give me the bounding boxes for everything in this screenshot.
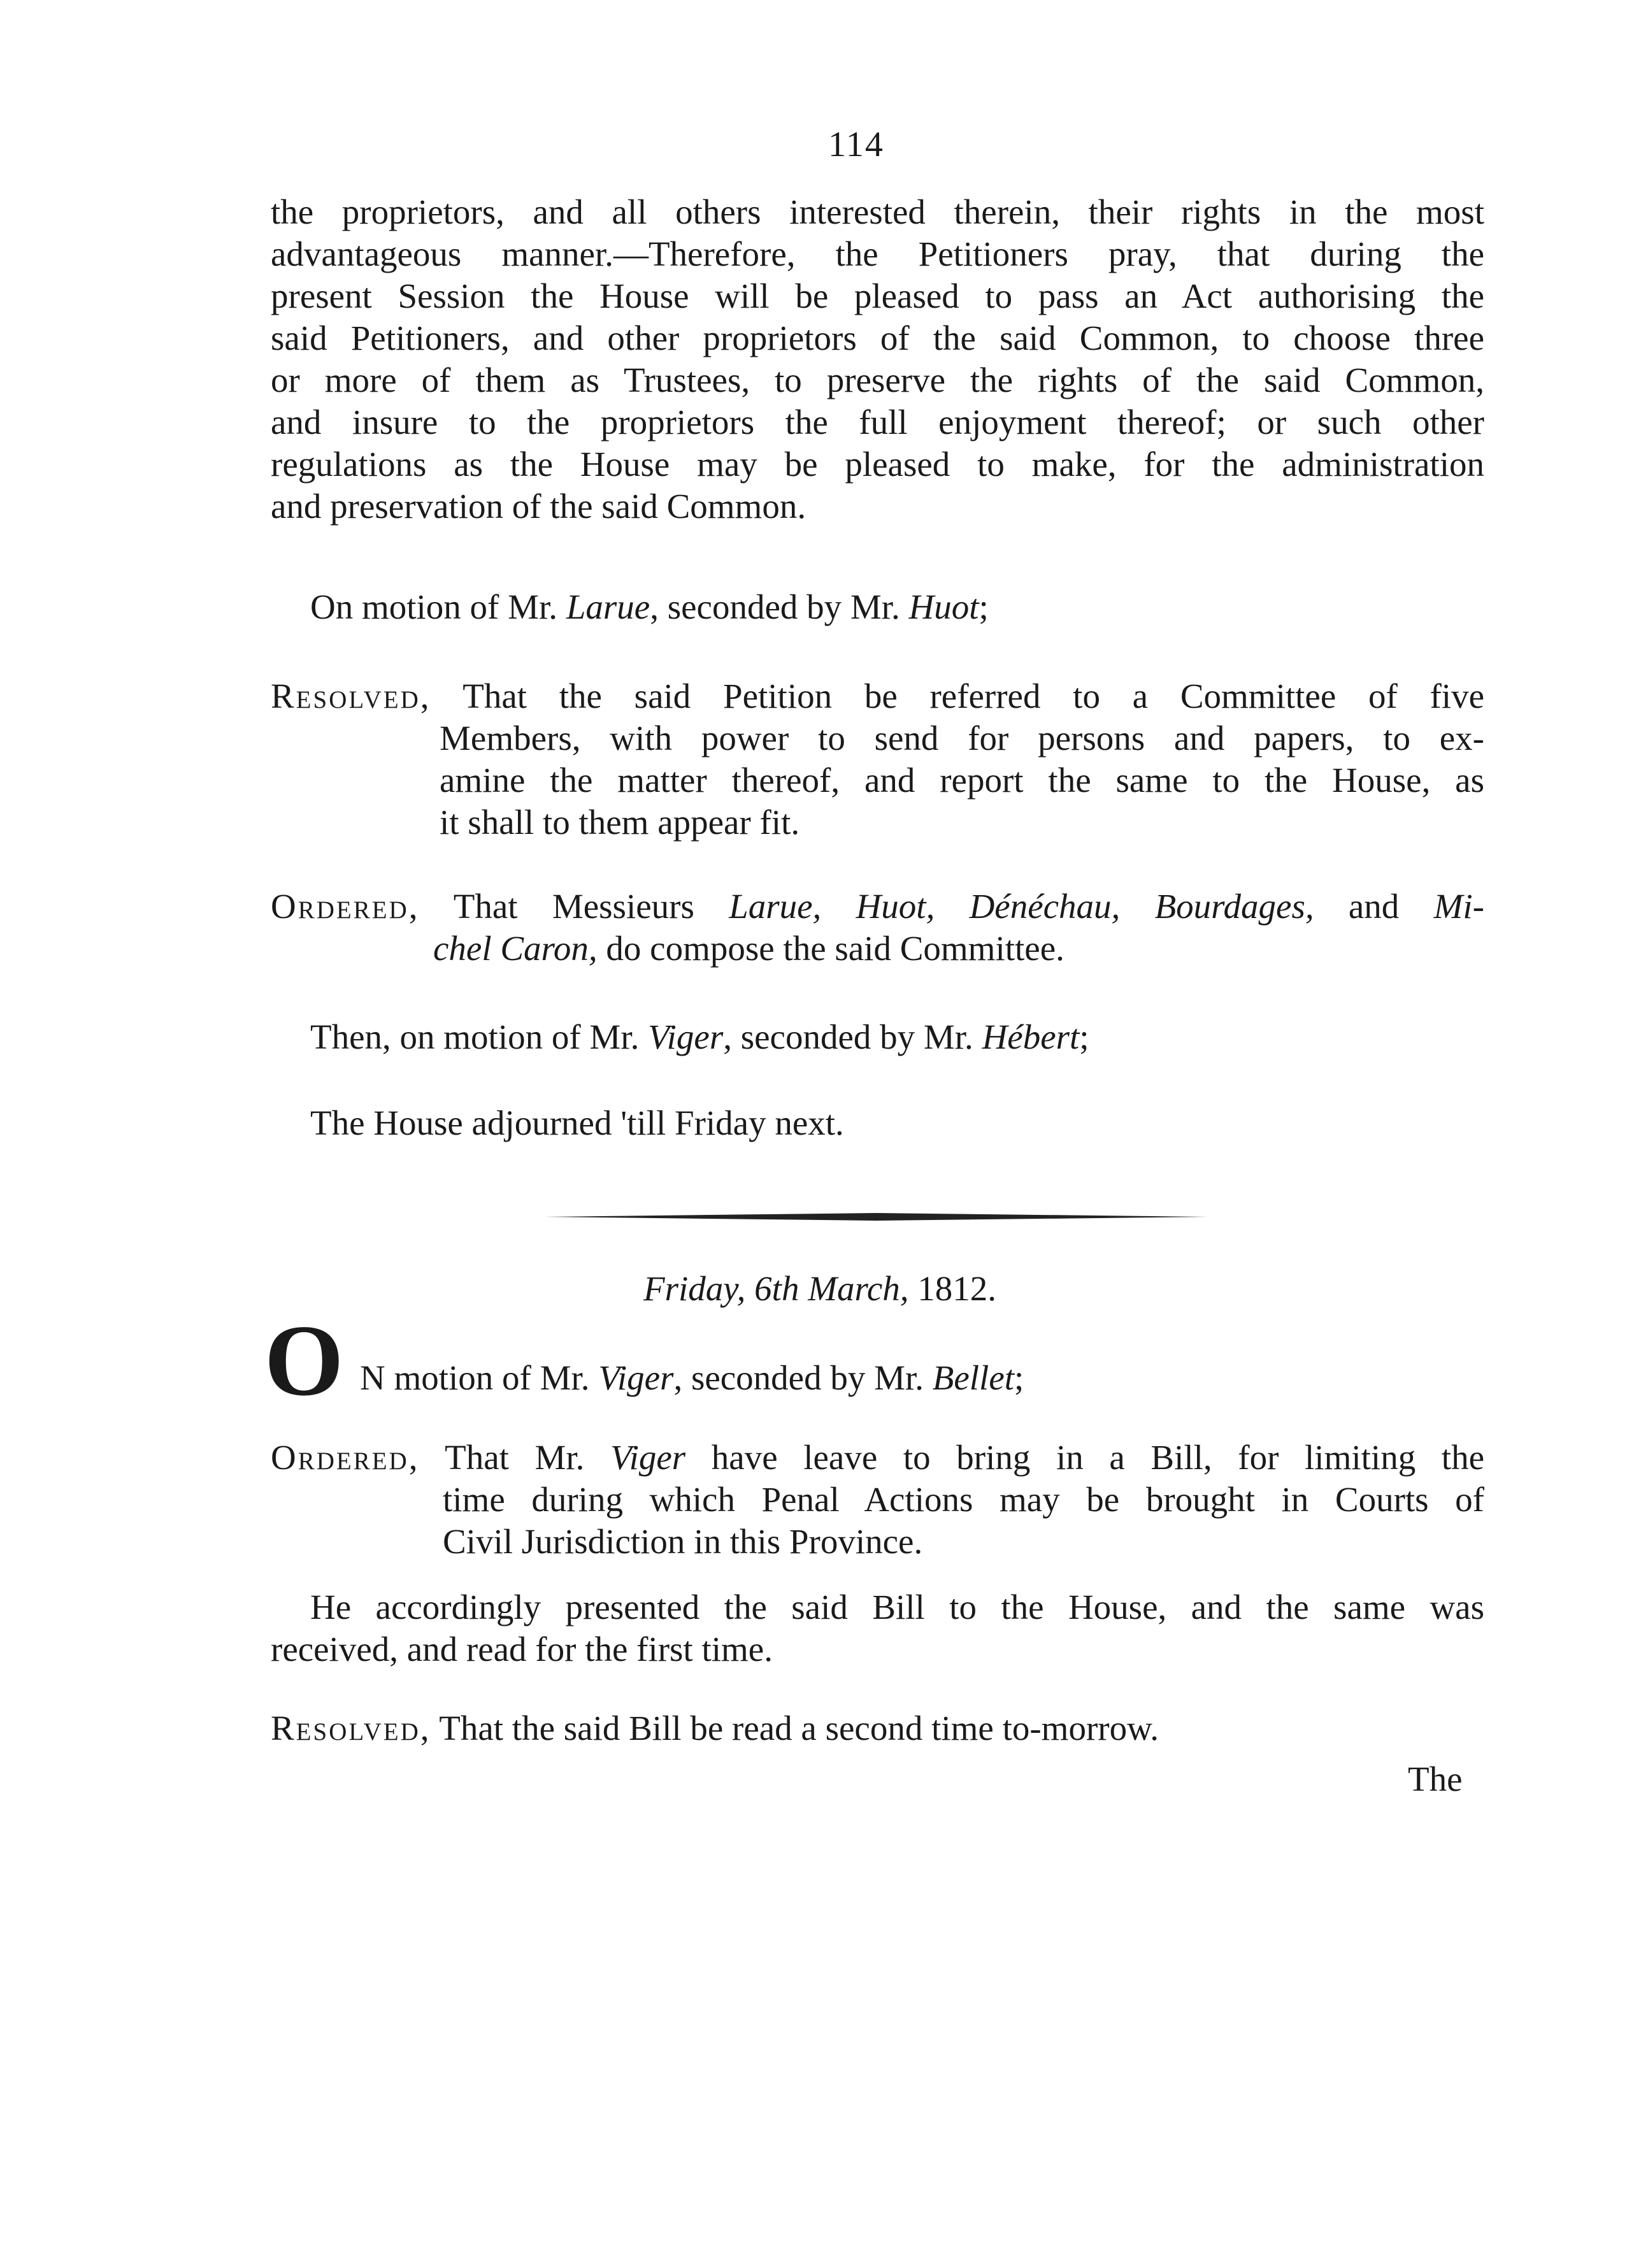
- section-divider-rule: [545, 1212, 1207, 1221]
- catchword: The: [1408, 1760, 1463, 1798]
- text-line: time during which Penal Actions may be brought in Courts of: [443, 1480, 1484, 1519]
- motion-text: , seconded by Mr.: [650, 587, 909, 626]
- text-line: it shall to them appear fit.: [440, 803, 800, 842]
- text-line: [271, 675, 1484, 717]
- date-day-month: 6th March,: [754, 1269, 909, 1308]
- order-paragraph-1: [271, 886, 1484, 970]
- seconder-name: Hébert: [982, 1017, 1080, 1056]
- order-text: That Mr.: [419, 1438, 611, 1477]
- text-line: or more of them as Trustees, to preserve the rights of the said Common,: [271, 361, 1484, 399]
- committee-names: Mi-: [1433, 887, 1484, 926]
- text-line: He accordingly presented the said Bill to the House, and the same was: [310, 1588, 1484, 1626]
- motion-text: , seconded by Mr.: [673, 1358, 933, 1397]
- date-day: Friday,: [643, 1269, 746, 1308]
- text-line: advantageous manner.—Therefore, the Petitioners pray, that during the: [271, 234, 1484, 273]
- motion-text: N motion of Mr.: [360, 1358, 599, 1397]
- motion-text: On motion of Mr.: [310, 587, 566, 626]
- text-line: [271, 1437, 1484, 1479]
- text-line: [271, 928, 1484, 970]
- resolved-label: Resolved,: [271, 1709, 431, 1748]
- seconder-name: Bellet: [932, 1358, 1015, 1397]
- member-name: Viger: [610, 1438, 686, 1477]
- resolved-label: Resolved,: [271, 677, 431, 715]
- text-line: amine the matter thereof, and report the same to the House, as: [440, 761, 1484, 800]
- committee-names: Larue, Huot, Dénéchau, Bourdages,: [729, 887, 1314, 926]
- order-paragraph-2: [271, 1437, 1484, 1563]
- drop-cap: O: [264, 1303, 344, 1417]
- mover-name: Viger: [598, 1358, 674, 1397]
- page-number: 114: [828, 125, 884, 164]
- text-line: Civil Jurisdiction in this Province.: [443, 1522, 923, 1561]
- resolution-text: That the said Bill be read a second time to-morrow.: [431, 1709, 1159, 1748]
- text-line: and preservation of the said Common.: [271, 487, 806, 526]
- order-text: have leave to bring in a Bill, for limiting the: [685, 1438, 1484, 1477]
- motion-paragraph-3: [360, 1357, 1379, 1399]
- resolution-paragraph-2: [271, 1707, 1417, 1749]
- text-line: said Petitioners, and other proprietors of the said Common, to choose three: [271, 319, 1484, 357]
- resolution-text: That the said Petition be referred to a Committee of five: [431, 677, 1484, 715]
- text-line: [271, 886, 1484, 928]
- text-line: regulations as the House may be pleased to make, for the administration: [271, 445, 1484, 484]
- mover-name: Larue: [566, 587, 650, 626]
- motion-paragraph-1: [310, 586, 1457, 628]
- text-line: present Session the House will be pleased to pass an Act authorising the: [271, 276, 1484, 315]
- adjournment-paragraph: The House adjourned 'till Friday next.: [310, 1103, 844, 1142]
- motion-text: Then, on motion of Mr.: [310, 1017, 649, 1056]
- seconder-name: Huot: [908, 587, 979, 626]
- date-year: 1812.: [917, 1269, 997, 1308]
- petition-continued-paragraph: [271, 191, 1484, 528]
- motion-end: ;: [1079, 1017, 1089, 1056]
- mover-name: Viger: [648, 1017, 724, 1056]
- ordered-label: Ordered,: [271, 1438, 420, 1477]
- date-heading: [643, 1268, 996, 1310]
- bill-presented-paragraph: [271, 1586, 1484, 1670]
- order-text: and: [1314, 887, 1434, 926]
- order-text: do compose the said Committee.: [597, 929, 1064, 968]
- text-line: Members, with power to send for persons and papers, to ex-: [440, 719, 1484, 757]
- resolution-paragraph-1: [271, 675, 1484, 843]
- motion-end: ;: [978, 587, 989, 626]
- text-line: received, and read for the first time.: [271, 1630, 773, 1669]
- motion-text: , seconded by Mr.: [723, 1017, 982, 1056]
- ordered-label: Ordered,: [271, 887, 420, 926]
- committee-names: chel Caron,: [433, 929, 598, 968]
- order-text: That Messieurs: [419, 887, 729, 926]
- text-line: the proprietors, and all others interested therein, their rights in the most: [271, 192, 1484, 231]
- motion-paragraph-2: [310, 1016, 1457, 1058]
- text-line: and insure to the proprietors the full enjoyment thereof; or such other: [271, 403, 1484, 441]
- motion-end: ;: [1014, 1358, 1024, 1397]
